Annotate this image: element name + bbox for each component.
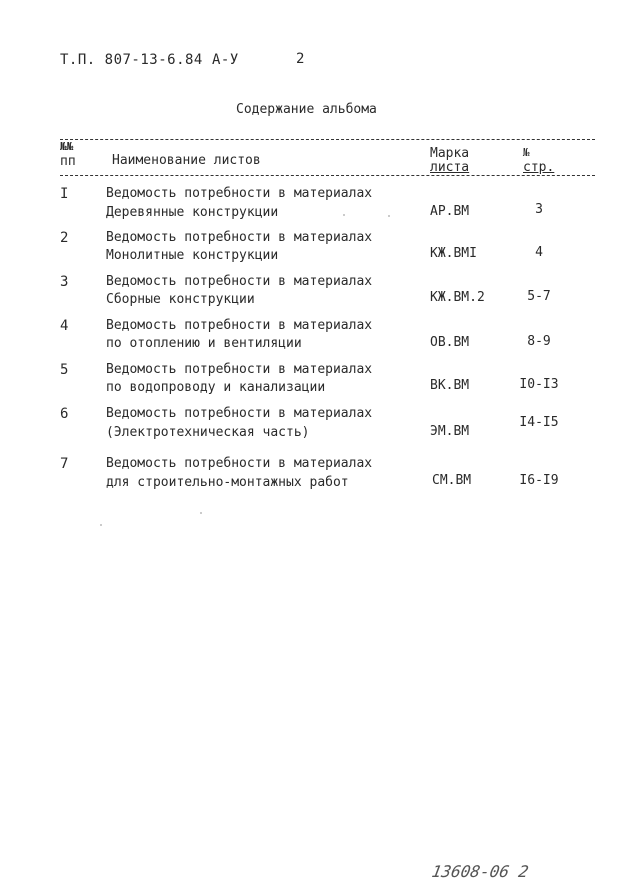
- row-title-line1: Ведомость потребности в материалах: [106, 230, 373, 245]
- row-number: 5: [60, 362, 69, 378]
- header-top-rule: [60, 139, 595, 140]
- scan-speck: [388, 215, 390, 217]
- row-mark: КЖ.ВМI: [430, 246, 477, 261]
- document-code: Т.П. 807-13-6.84: [60, 52, 203, 68]
- row-pages: I4-I5: [519, 415, 559, 430]
- row-number: 2: [60, 230, 69, 246]
- row-title-line2: (Электротехническая часть): [106, 425, 310, 440]
- row-title-line2: для строительно-монтажных работ: [106, 475, 349, 490]
- scan-speck: [343, 214, 345, 216]
- row-title-line2: по отоплению и вентиляции: [106, 336, 302, 351]
- header-bottom-rule: [60, 175, 595, 176]
- row-mark: ВК.ВМ: [430, 378, 470, 393]
- row-title-line1: Ведомость потребности в материалах: [106, 318, 373, 333]
- row-title-line2: Деревянные конструкции: [106, 205, 279, 220]
- row-mark: КЖ.ВМ.2: [430, 290, 485, 305]
- row-mark: ОВ.ВМ: [430, 335, 470, 350]
- row-pages: 8-9: [527, 334, 551, 349]
- row-title-line1: Ведомость потребности в материалах: [106, 186, 373, 201]
- scan-speck: [200, 512, 202, 514]
- row-number: I: [60, 186, 69, 202]
- row-title-line1: Ведомость потребности в материалах: [106, 406, 373, 421]
- archive-stamp: 13608-06 2: [430, 862, 531, 881]
- row-mark: АР.ВМ: [430, 204, 470, 219]
- row-number: 4: [60, 318, 69, 334]
- row-pages: 3: [535, 202, 543, 217]
- col-page-line2: стр.: [523, 160, 555, 175]
- row-pages: 5-7: [527, 289, 551, 304]
- row-mark: ЭМ.ВМ: [430, 424, 470, 439]
- row-title-line2: Монолитные конструкции: [106, 248, 279, 263]
- row-pages: 4: [535, 245, 543, 260]
- row-number: 3: [60, 274, 69, 290]
- row-number: 7: [60, 456, 69, 472]
- page-title: Содержание альбома: [236, 102, 377, 117]
- col-mark-line2: листа: [430, 160, 470, 175]
- col-mark-line1: Марка: [430, 146, 470, 161]
- row-mark: СМ.ВМ: [432, 473, 472, 488]
- row-title-line1: Ведомость потребности в материалах: [106, 456, 373, 471]
- col-page-line1: №: [523, 146, 530, 159]
- row-title-line1: Ведомость потребности в материалах: [106, 362, 373, 377]
- row-number: 6: [60, 406, 69, 422]
- row-title-line2: по водопроводу и канализации: [106, 380, 326, 395]
- page-number: 2: [296, 51, 305, 67]
- row-pages: I6-I9: [519, 473, 559, 488]
- album-label: А-У: [212, 52, 239, 68]
- row-title-line2: Сборные конструкции: [106, 292, 255, 307]
- scan-speck: [100, 524, 102, 526]
- col-name-header: Наименование листов: [112, 153, 261, 168]
- col-no-line2: пп: [60, 154, 76, 169]
- col-no-line1: №№: [60, 140, 74, 153]
- row-title-line1: Ведомость потребности в материалах: [106, 274, 373, 289]
- row-pages: I0-I3: [519, 377, 559, 392]
